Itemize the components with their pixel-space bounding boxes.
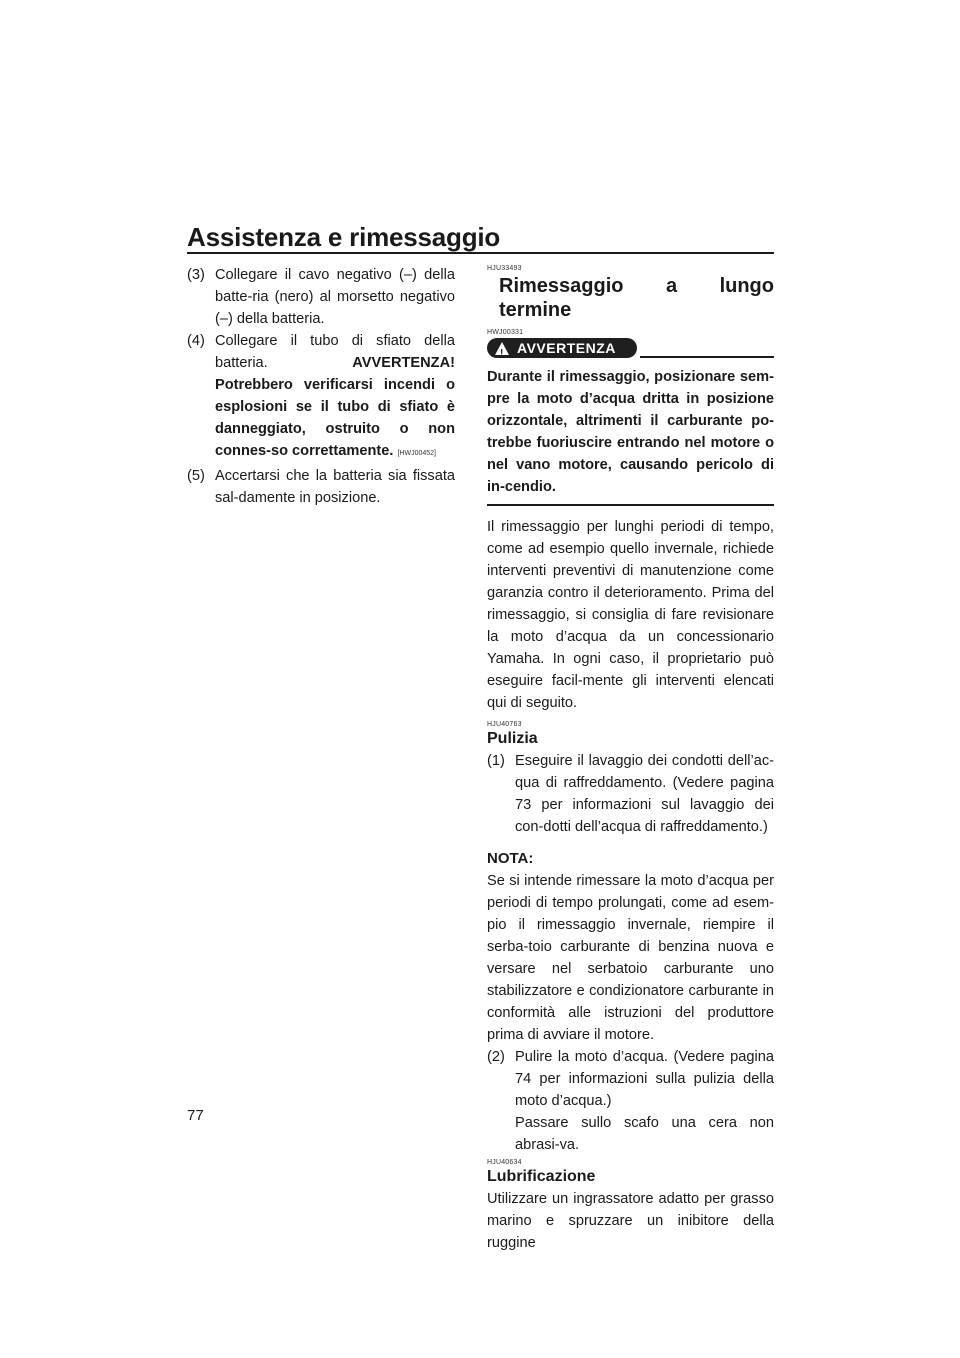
left-column [187, 264, 455, 509]
list-item [187, 465, 455, 509]
list-item [187, 264, 455, 330]
list-item [187, 330, 455, 465]
item-text: Pulire la moto d’acqua. (Vedere pagina 74 per informazioni sulla pulizia della moto d’acqua.) [515, 1049, 774, 1109]
warning-triangle-icon [495, 342, 509, 355]
nota-title: NOTA: [487, 850, 534, 867]
inline-warning: AVVERTENZA! Potrebbero verificarsi incendi o esplosioni se il tubo di sfiato è danneggiato, ostruito o non connes-so correttamente. [215, 355, 455, 459]
lub-title: Lubrificazione [487, 1168, 596, 1185]
warning-label: AVVERTENZA [517, 340, 616, 356]
item-number: (2) [487, 1049, 505, 1065]
nota-text: Se si intende rimessare la moto d’acqua per periodi di tempo prolungati, come ad esem-pio il rimessaggio invernale, riempire il serba-toio carburante di benzina nuova e versare nel serbatoio carburante uno stabilizzatore e condizionatore carburante in conformità alle istruzioni del produttore prima di avviare il motore. [487, 873, 774, 1043]
item-text: Eseguire il lavaggio dei condotti dell’ac-qua di raffreddamento. (Vedere pagina 73 per informazioni sul lavaggio dei con-dotti dell’acqua di raffreddamento.) [515, 753, 774, 835]
warning-bottom-rule [487, 504, 774, 506]
page-number: 77 [187, 1107, 204, 1124]
item-number: (3) [187, 267, 205, 283]
item-number: (5) [187, 468, 205, 484]
warning-text: Durante il rimessaggio, posizionare sem-pre la moto d’acqua dritta in posizione orizzontale, altrimenti il carburante po-trebbe fuoriuscire entrando nel motore o nel vano motore, causando pericolo di in-cendio. [487, 369, 774, 495]
header-rule [187, 252, 774, 254]
page-title: Assistenza e rimessaggio [187, 222, 501, 252]
warning-code: HWJ00331 [487, 329, 524, 336]
item-text-continued: Passare sullo scafo una cera non abrasi-va. [515, 1115, 774, 1153]
item-number: (1) [487, 753, 505, 769]
lub-text: Utilizzare un ingrassatore adatto per grasso marino e spruzzare un inibitore della ruggine [487, 1191, 774, 1251]
pulizia-code: HJU40763 [487, 721, 522, 728]
list-item [487, 1046, 774, 1156]
item-number: (4) [187, 333, 205, 349]
item-text: Collegare il tubo di sfiato della batteria. [215, 333, 455, 371]
warning-rule [640, 356, 774, 358]
section-title: Rimessaggio a lungo termine [499, 275, 774, 321]
pulizia-title: Pulizia [487, 730, 538, 747]
intro-paragraph: Il rimessaggio per lunghi periodi di tempo, come ad esempio quello invernale, richiede interventi preventivi di manutenzione come garanzia contro il deterioramento. Prima del rimessaggio, si consiglia di fare revisionare la moto d’acqua da un concessionario Yamaha. In ogni caso, il proprietario può eseguire facil-mente gli interventi elencati qui di seguito. [487, 519, 774, 711]
list-item [487, 750, 774, 838]
warning-code: [HWJ00452] [397, 450, 437, 457]
warning-badge [487, 338, 637, 358]
section-code: HJU33493 [487, 265, 522, 272]
warning-header [487, 338, 774, 360]
item-text: Collegare il cavo negativo (–) della batte-ria (nero) al morsetto negativo (–) della batteria. [215, 267, 455, 327]
item-text: Accertarsi che la batteria sia fissata sal-damente in posizione. [215, 468, 455, 506]
lub-code: HJU40634 [487, 1159, 522, 1166]
right-column [487, 264, 774, 1254]
